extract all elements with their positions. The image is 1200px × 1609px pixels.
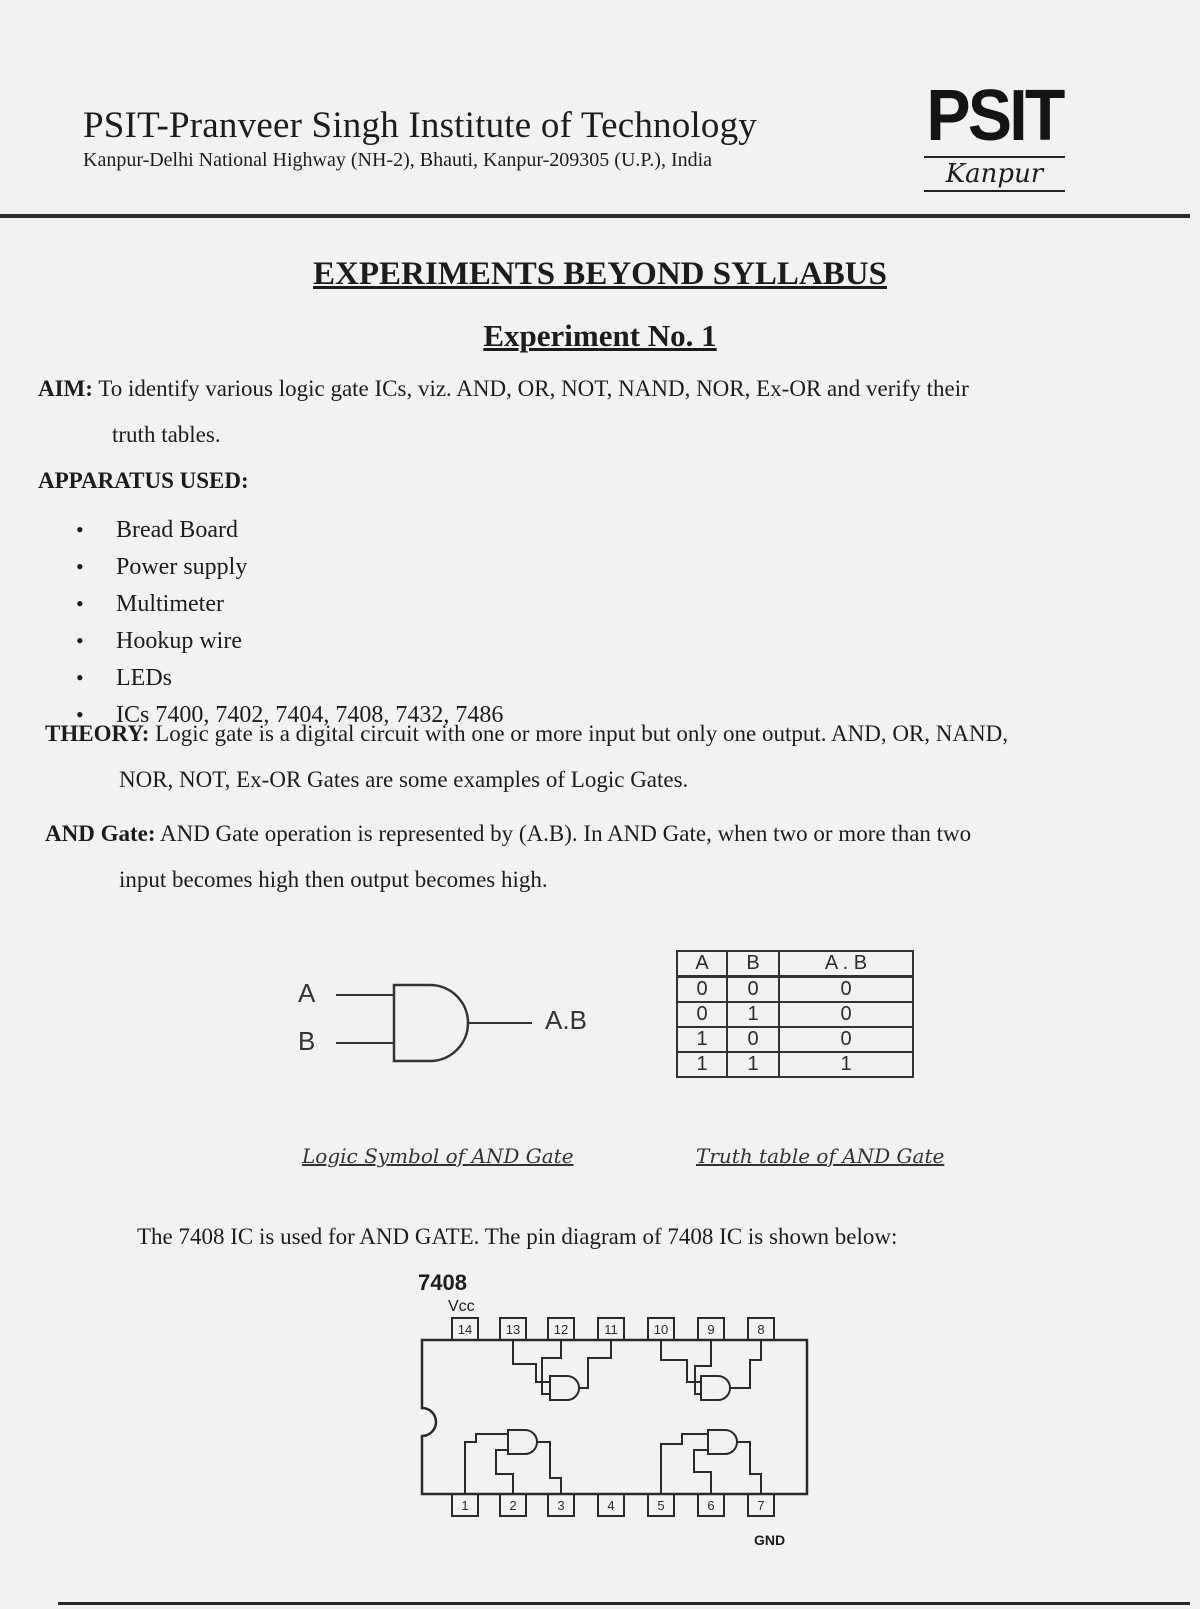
pin-label: 5 xyxy=(657,1498,665,1513)
footer-rule xyxy=(58,1602,1190,1605)
table-cell: 0 xyxy=(779,977,913,1003)
and-gate-label: AND Gate: xyxy=(45,821,156,846)
and-gate-paragraph xyxy=(45,811,1167,903)
input-b-label: B xyxy=(298,1026,316,1056)
pin-label: 13 xyxy=(505,1322,521,1337)
table-row xyxy=(677,1027,913,1052)
vcc-label: Vcc xyxy=(448,1298,475,1315)
apparatus-list xyxy=(76,511,503,733)
column-header: A . B xyxy=(779,951,913,977)
logo-text: PSIT xyxy=(926,76,1063,156)
theory-text-cont: NOR, NOT, Ex-OR Gates are some examples of Logic Gates. xyxy=(119,767,689,792)
aim-label: AIM: xyxy=(38,376,93,401)
aim-text: To identify various logic gate ICs, viz. AND, OR, NOT, NAND, NOR, Ex-OR and verify their xyxy=(92,376,969,401)
column-header: A xyxy=(677,951,727,977)
table-cell: 0 xyxy=(677,1002,727,1027)
aim-paragraph xyxy=(38,366,1160,458)
gnd-label: GND xyxy=(754,1532,786,1548)
table-cell: 0 xyxy=(779,1027,913,1052)
table-row xyxy=(677,1052,913,1077)
aim-text-cont: truth tables. xyxy=(112,422,221,447)
pin-label: 3 xyxy=(557,1498,565,1513)
pin-label: 1 xyxy=(461,1498,469,1513)
pin-label: 12 xyxy=(553,1322,569,1337)
ic-intro-text: The 7408 IC is used for AND GATE. The pin diagram of 7408 IC is shown below: xyxy=(137,1224,898,1249)
pin-label: 4 xyxy=(607,1498,615,1513)
theory-label: THEORY: xyxy=(45,721,150,746)
institute-address: Kanpur-Delhi National Highway (NH-2), Bhauti, Kanpur-209305 (U.P.), India xyxy=(83,149,713,171)
institute-name: PSIT-Pranveer Singh Institute of Technology xyxy=(83,105,758,146)
pin-label: 9 xyxy=(707,1322,715,1337)
experiment-number: Experiment No. 1 xyxy=(483,318,717,353)
logic-symbol-caption: Logic Symbol of AND Gate xyxy=(302,1144,574,1168)
pin-label: 10 xyxy=(653,1322,669,1337)
truth-table-caption: Truth table of AND Gate xyxy=(696,1144,945,1168)
pin-label: 11 xyxy=(604,1322,618,1337)
input-a-label: A xyxy=(298,978,316,1008)
logo-subtext: Kanpur xyxy=(924,156,1065,192)
table-row xyxy=(677,977,913,1003)
table-row xyxy=(677,1002,913,1027)
table-cell: 0 xyxy=(727,977,779,1003)
truth-table xyxy=(676,950,914,1078)
column-header: B xyxy=(727,951,779,977)
table-cell: 1 xyxy=(677,1052,727,1077)
list-item: • Power supply xyxy=(76,548,503,585)
table-cell: 0 xyxy=(677,977,727,1003)
ic-number: 7408 xyxy=(418,1270,467,1295)
psit-logo xyxy=(912,78,1077,192)
table-cell: 0 xyxy=(779,1002,913,1027)
list-item: • Hookup wire xyxy=(76,622,503,659)
page-title: EXPERIMENTS BEYOND SYLLABUS xyxy=(313,256,887,292)
list-item: • LEDs xyxy=(76,659,503,696)
output-label: A.B xyxy=(545,1005,587,1035)
list-item: • Multimeter xyxy=(76,585,503,622)
table-cell: 1 xyxy=(677,1027,727,1052)
pin-label: 2 xyxy=(509,1498,517,1513)
table-cell: 1 xyxy=(779,1052,913,1077)
list-item: • Bread Board xyxy=(76,511,503,548)
apparatus-heading: APPARATUS USED: xyxy=(38,468,249,493)
list-item: • ICs 7400, 7402, 7404, 7408, 7432, 7486 xyxy=(76,696,503,733)
pin-label: 8 xyxy=(757,1322,765,1337)
table-cell: 0 xyxy=(727,1027,779,1052)
table-header-row xyxy=(677,951,913,977)
ic-pin-diagram xyxy=(412,1268,812,1536)
and-gate-symbol xyxy=(290,950,540,1070)
pin-label: 14 xyxy=(457,1322,473,1337)
pin-label: 7 xyxy=(757,1498,765,1513)
and-gate-text: AND Gate operation is represented by (A.B). In AND Gate, when two or more than two xyxy=(155,821,972,846)
header-rule xyxy=(0,214,1190,218)
theory-paragraph xyxy=(45,711,1167,803)
theory-text: Logic gate is a digital circuit with one or more input but only one output. AND, OR, NAND, xyxy=(149,721,1008,746)
and-gate-text-cont: input becomes high then output becomes high. xyxy=(119,867,548,892)
pin-label: 6 xyxy=(707,1498,715,1513)
table-cell: 1 xyxy=(727,1052,779,1077)
table-cell: 1 xyxy=(727,1002,779,1027)
